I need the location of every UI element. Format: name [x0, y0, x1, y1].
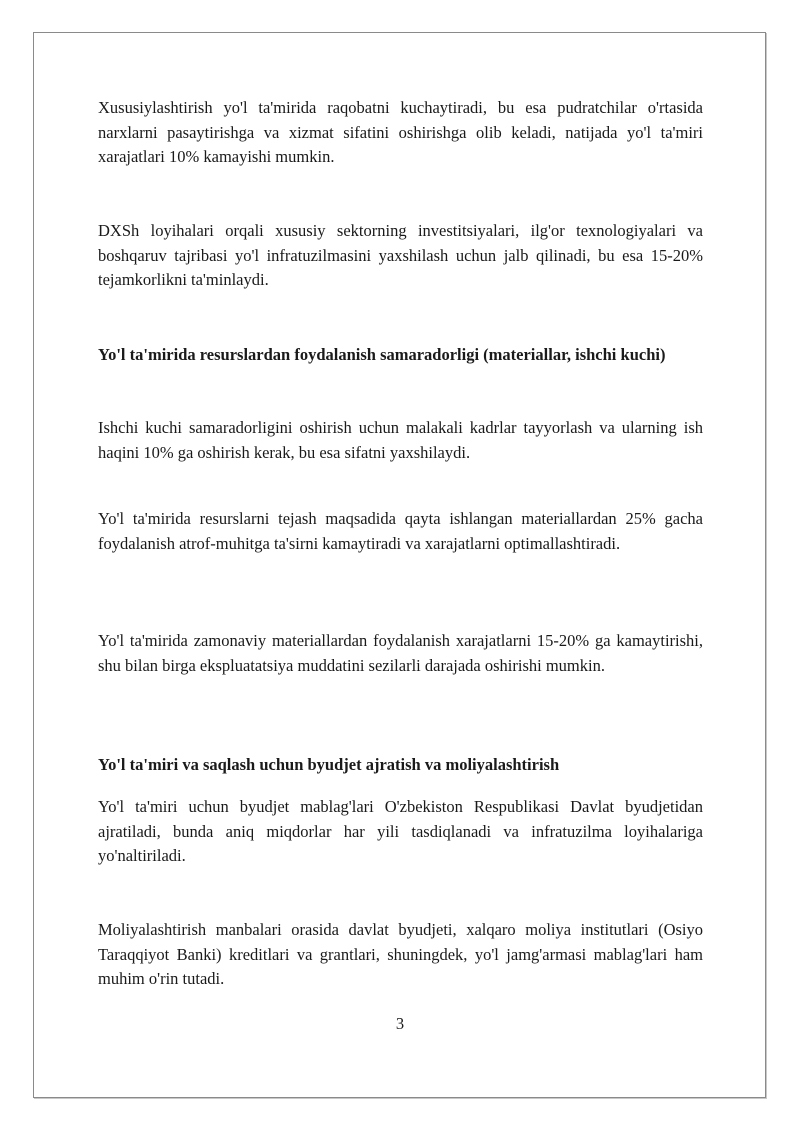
paragraph-privatization: Xususiylashtirish yo'l ta'mirida raqobatni kuchaytiradi, bu esa pudratchilar o'rtasida narxlarni pasaytirishga va xizmat sifatini oshirishga olib keladi, natijada yo'l ta'miri xarajatlari 10% kamayishi mumkin.	[98, 98, 703, 166]
paragraph-modern-materials: Yo'l ta'mirida zamonaviy materiallardan foydalanish xarajatlarni 15-20% ga kamaytirishi, shu bilan birga ekspluatatsiya muddatini sezilarli darajada oshirishi mumkin.	[98, 631, 703, 675]
paragraph-ppp-projects: DXSh loyihalari orqali xususiy sektorning investitsiyalari, ilg'or texnologiyalari va boshqaruv tajribasi yo'l infratuzilmasini yaxshilash uchun jalb qilinadi, bu esa 15-20% tejamkorlikni ta'minlaydi.	[98, 221, 703, 289]
paragraph-state-budget: Yo'l ta'miri uchun byudjet mablag'lari O'zbekiston Respublikasi Davlat byudjetidan ajratiladi, bunda aniq miqdorlar har yili tasdiqlanadi va infratuzilma loyihalariga yo'naltiriladi.	[98, 797, 703, 865]
paragraph-funding-sources: Moliyalashtirish manbalari orasida davlat byudjeti, xalqaro moliya institutlari (Osiyo Taraqqiyot Banki) kreditlari va grantlari, shuningdek, yo'l jamg'armasi mablag'lari ham muhim o'rin tutadi.	[98, 920, 703, 988]
page-number: 3	[395, 1014, 405, 1033]
heading-resource-efficiency: Yo'l ta'mirida resurslardan foydalanish samaradorligi (materiallar, ishchi kuchi)	[98, 345, 666, 364]
heading-budget-financing: Yo'l ta'miri va saqlash uchun byudjet ajratish va moliyalashtirish	[98, 755, 560, 774]
paragraph-recycled-materials: Yo'l ta'mirida resurslarni tejash maqsadida qayta ishlangan materiallardan 25% gacha foydalanish atrof-muhitga ta'sirni kamaytiradi va xarajatlarni optimallashtiradi.	[98, 509, 703, 553]
paragraph-labor-efficiency: Ishchi kuchi samaradorligini oshirish uchun malakali kadrlar tayyorlash va ularning ish haqini 10% ga oshirish kerak, bu esa sifatni yaxshilaydi.	[98, 418, 703, 462]
